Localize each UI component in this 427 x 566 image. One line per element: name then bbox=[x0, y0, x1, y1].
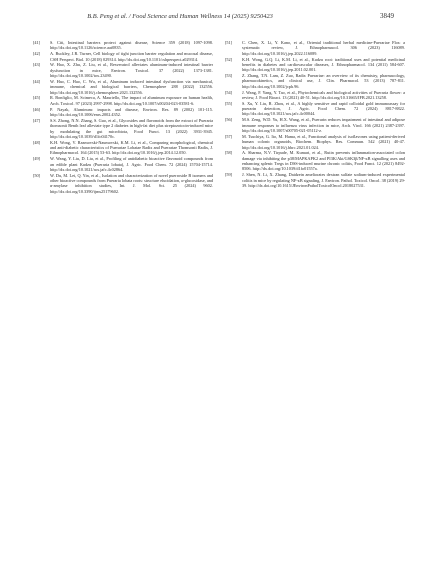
references-left-column bbox=[33, 40, 213, 195]
reference-number: [59] bbox=[225, 172, 233, 178]
reference-item bbox=[225, 40, 405, 56]
reference-text: S.S. Zhong, N.N. Zhang, S. Guo, et al., Glycosides and flavonoids from the extract of Pueraria thomsonii Benth leaf alleviate type 2 diabetes in high-fat diet plus streptozotocin-induced mice by modulating the gut microbiota, Food Funct. 13 (2022) 3931-3945. http://dx.doi.org/10.1039/d1fo04170c. bbox=[50, 117, 213, 139]
reference-item bbox=[33, 95, 213, 106]
reference-item bbox=[33, 118, 213, 139]
reference-text: W. Hao, C. Hao, C. Wu, et al., Aluminum induced intestinal dysfunction via mechanical, immune, chemical and biological barriers, Chemosphere 288 (2022) 132556. http://dx.doi.org/10.1016/j.chemosphere.2021.132556. bbox=[50, 78, 213, 95]
references-right-column bbox=[225, 40, 405, 189]
reference-text: A. Buckley, J.R. Turner, Cell biology of tight junction barrier regulation and mucosal disease, CSH Perspect. Biol. 10 (2018) 029314. http://dx.doi.org/10.1101/cshperspect.a029314. bbox=[50, 51, 213, 62]
reference-item bbox=[33, 107, 213, 118]
reference-number: [42] bbox=[33, 51, 41, 57]
reference-item bbox=[225, 73, 405, 89]
page-number: 3849 bbox=[380, 12, 394, 20]
page-header bbox=[0, 0, 427, 24]
reference-item bbox=[225, 172, 405, 188]
reference-item bbox=[225, 90, 405, 101]
reference-item bbox=[33, 140, 213, 156]
reference-number: [53] bbox=[225, 73, 233, 79]
reference-number: [56] bbox=[225, 117, 233, 123]
reference-item bbox=[225, 57, 405, 73]
reference-text: M. Tsuchiya, G. Ito, M. Hama, et al., Functional analysis of isoflavones using patient-derived human colonic organoids, Biochem. Biophys. Res. Commun. 542 (2021) 40-47. http://dx.doi.org/10.1016/j.bbrc.2021.01.024. bbox=[242, 133, 405, 150]
reference-number: [45] bbox=[33, 95, 41, 101]
reference-text: K.H. Wong, V. Razmovski-Naumovski, K.M. Li, et al., Comparing morphological, chemical and anti-diabetic characteristics of Puerariae Lobatae Radix and Puerariae Thomsonii Radix, J. Ethnopharmacol. 164 (2015) 53-63. http://dx.doi.org/10.1016/j.jep.2014.12.050. bbox=[50, 139, 213, 156]
reference-text: M.S. Zeng, W.D. Yu, H.X. Wang, et al., Puerarin reduces impairment of intestinal and adipose immune responses to influenza virus infection in mice, Arch. Virol. 166 (2021) 2387-2397. http://dx.doi.org/10.1007/s00705-021-05112-z. bbox=[242, 117, 405, 133]
reference-number: [51] bbox=[225, 40, 233, 45]
reference-item bbox=[33, 51, 213, 62]
reference-text: R. Bonfiglio, M. Scimeca, A. Mauriello, The impact of aluminum exposure on human health, Arch. Toxicol. 97 (2023) 2997-2998. http://dx.doi.org/10.1007/s00204-023-03581-6. bbox=[50, 95, 213, 106]
reference-number: [54] bbox=[225, 89, 233, 95]
reference-item bbox=[33, 79, 213, 95]
reference-number: [41] bbox=[33, 40, 41, 45]
reference-number: [50] bbox=[33, 172, 41, 178]
reference-item bbox=[225, 134, 405, 150]
reference-number: [44] bbox=[33, 78, 41, 84]
reference-text: S. Xu, Y. Liu, R. Zhou, et al., A highly sensitive and rapid colloidal gold immunoassay for puerarin detection, J. Agric. Food Chem. 72 (2024) 8817-8822. http://dx.doi.org/10.1021/acs.jafc.4c00044. bbox=[242, 100, 405, 117]
reference-number: [47] bbox=[33, 117, 41, 123]
journal-running-title: B.B. Peng et al. / Food Science and Human Wellness 14 (2025) 9250423 bbox=[87, 13, 273, 20]
reference-item bbox=[33, 40, 213, 51]
reference-number: [48] bbox=[33, 139, 41, 145]
reference-number: [52] bbox=[225, 56, 233, 62]
reference-text: S. Citi, Intestinal barriers protect against disease, Science 359 (2018) 1097-1098. http://dx.doi.org/10.1126/science.aat0835. bbox=[50, 40, 213, 51]
reference-number: [46] bbox=[33, 106, 41, 112]
reference-item bbox=[33, 62, 213, 78]
reference-text: C. Chen, X. Li, Y. Kano, et al., Oriental traditional herbal medicine-Puerariae Flos: a systematic review, J. Ethnopharmacol. 306 (2023) 116089. http://dx.doi.org/10.1016/j.jep.2022.116089. bbox=[242, 40, 405, 56]
reference-text: P. Nayak, Aluminum: impacts and disease, Environ. Res. 89 (2002) 101-115. http://dx.doi.org/10.1006/enrs.2002.4352. bbox=[50, 106, 213, 117]
reference-number: [55] bbox=[225, 100, 233, 106]
reference-text: Z. Zhang, T.N. Lam, Z. Zuo, Radix Puerariae: an overview of its chemistry, pharmacology, pharmacokinetics, and clinical use, J. Clin. Pharmacol. 53 (2013) 787-811. http://dx.doi.org/10.1002/jcph.96. bbox=[242, 73, 405, 89]
reference-text: K.H. Wong, G.Q. Li, K.M. Li, et al., Kudzu root: traditional uses and potential medicinal benefits in diabetes and cardiovascular diseases, J. Ethnopharmacol. 134 (2011) 584-607. http://dx.doi.org/10.1016/j.jep.2011.02.001. bbox=[242, 56, 405, 73]
reference-item bbox=[33, 156, 213, 172]
reference-number: [43] bbox=[33, 62, 41, 68]
reference-item bbox=[225, 101, 405, 117]
reference-text: J. Wang, F. Yang, Y. Tao, et al., Phytochemicals and biological activities of Pueraria flower: a review, J. Food Bioact. 13 (2021) 40-51. http://dx.doi.org/10.31665/JFB.2021.13258. bbox=[242, 89, 405, 100]
reference-number: [58] bbox=[225, 150, 233, 156]
reference-item bbox=[225, 150, 405, 171]
reference-text: W. Wang, Y. Liu, D. Liu, et al., Profiling of antidiabetic bioactive flavonoid compounds from an edible plant Kudzu (Pueraria lobata), J. Agric. Food Chem. 72 (2024) 15704-15714. http://dx.doi.org/10.1021/acs.jafc.4c02864. bbox=[50, 156, 213, 172]
reference-text: A. Sharma, N.V. Tirpude, M. Kumari, et al., Rutin prevents inflammation-associated colon damage via inhibiting the p38/MAPKAPK2 and PI3K/Akt/GSK3β/NF-κB signalling axes and enhancing splenic Tregs in DSS-induced murine chronic colitis, Food Funct. 12 (2021) 8492-8506. http://dx.doi.org/10.1039/d1fo01557a. bbox=[242, 150, 405, 172]
reference-text: W. Du, M. Lei, Q. Yin, et al., Isolation and characterization of novel puerroside B isomers and other bioactive compounds from Pueraria lobata roots: structure elucidation, α-glucosidase, and α-amylase inhibition studies, Int. J. Mol. Sci. 25 (2024) 9602. http://dx.doi.org/10.3390/ijms25179602. bbox=[50, 172, 213, 194]
reference-text: W. Hao, X. Zhu, Z. Liu, et al., Resveratrol alleviates aluminum-induced intestinal barrier dysfunction in mice, Environ. Toxicol. 37 (2022) 1373-1381. http://dx.doi.org/10.1002/tox.23490. bbox=[50, 62, 213, 79]
reference-text: J. Shen, N. Li, X. Zhang, Daidzein ameliorates dextran sulfate sodium-induced experimental colitis in mice by regulating NF-κB signaling, J. Environ. Pathol. Toxicol. Oncol. 38 (2019) 29-39. http://dx.doi.org/10.1615/JEnvironPatholToxicolOncol.2018027531. bbox=[242, 172, 405, 188]
reference-number: [57] bbox=[225, 133, 233, 139]
reference-number: [49] bbox=[33, 156, 41, 162]
reference-item bbox=[33, 173, 213, 194]
reference-item bbox=[225, 117, 405, 133]
